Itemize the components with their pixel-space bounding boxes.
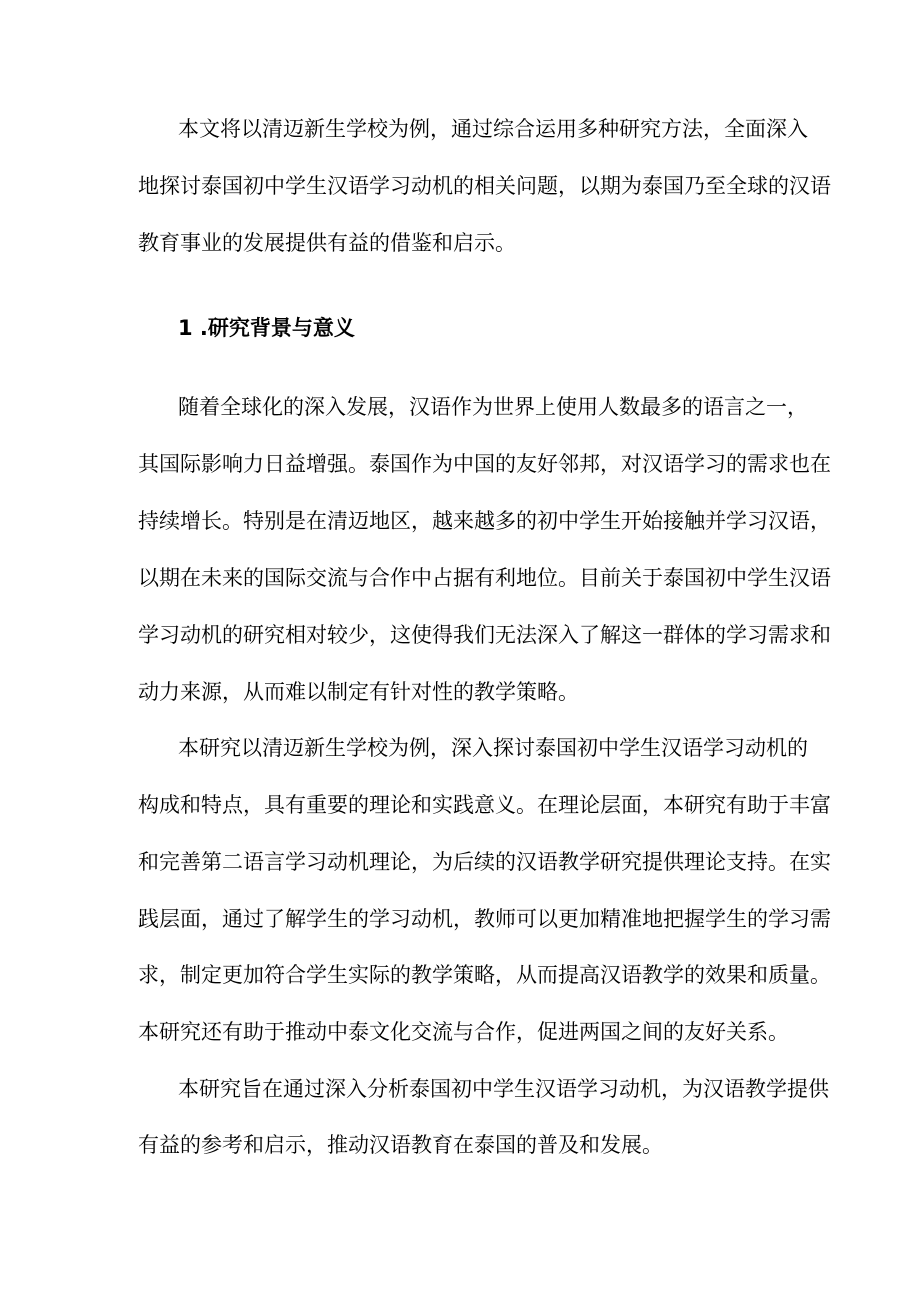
paragraph-background-line: 随着全球化的深入发展，汉语作为世界上使用人数最多的语言之一， bbox=[178, 395, 808, 419]
paragraph-significance-line: 求，制定更加符合学生实际的教学策略，从而提高汉语教学的效果和质量。 bbox=[138, 963, 831, 987]
paragraph-background-line: 持续增长。特别是在清迈地区，越来越多的初中学生开始接触并学习汉语， bbox=[138, 509, 831, 533]
paragraph-intro-line: 教育事业的发展提供有益的借鉴和启示。 bbox=[138, 231, 516, 255]
paragraph-aim-line: 有益的参考和启示，推动汉语教育在泰国的普及和发展。 bbox=[138, 1133, 663, 1157]
paragraph-significance-line: 本研究还有助于推动中泰文化交流与合作，促进两国之间的友好关系。 bbox=[138, 1020, 789, 1044]
paragraph-background-line: 以期在未来的国际交流与合作中占据有利地位。目前关于泰国初中学生汉语 bbox=[138, 566, 831, 590]
paragraph-intro-line: 地探讨泰国初中学生汉语学习动机的相关问题，以期为泰国乃至全球的汉语 bbox=[138, 174, 831, 198]
paragraph-background-line: 其国际影响力日益增强。泰国作为中国的友好邻邦，对汉语学习的需求也在 bbox=[138, 452, 831, 476]
paragraph-intro-line: 本文将以清迈新生学校为例，通过综合运用多种研究方法，全面深入 bbox=[178, 117, 808, 141]
paragraph-significance-line: 和完善第二语言学习动机理论，为后续的汉语教学研究提供理论支持。在实 bbox=[138, 850, 831, 874]
paragraph-significance-line: 构成和特点，具有重要的理论和实践意义。在理论层面，本研究有助于丰富 bbox=[138, 793, 831, 817]
paragraph-significance-line: 践层面，通过了解学生的学习动机，教师可以更加精准地把握学生的学习需 bbox=[138, 907, 831, 931]
section-heading: 1 .研究背景与意义 bbox=[178, 316, 355, 340]
paragraph-background-line: 动力来源，从而难以制定有针对性的教学策略。 bbox=[138, 680, 579, 704]
paragraph-aim-line: 本研究旨在通过深入分析泰国初中学生汉语学习动机，为汉语教学提供 bbox=[178, 1077, 829, 1101]
paragraph-background-line: 学习动机的研究相对较少，这使得我们无法深入了解这一群体的学习需求和 bbox=[138, 623, 831, 647]
paragraph-significance-line: 本研究以清迈新生学校为例，深入探讨泰国初中学生汉语学习动机的 bbox=[178, 736, 808, 760]
